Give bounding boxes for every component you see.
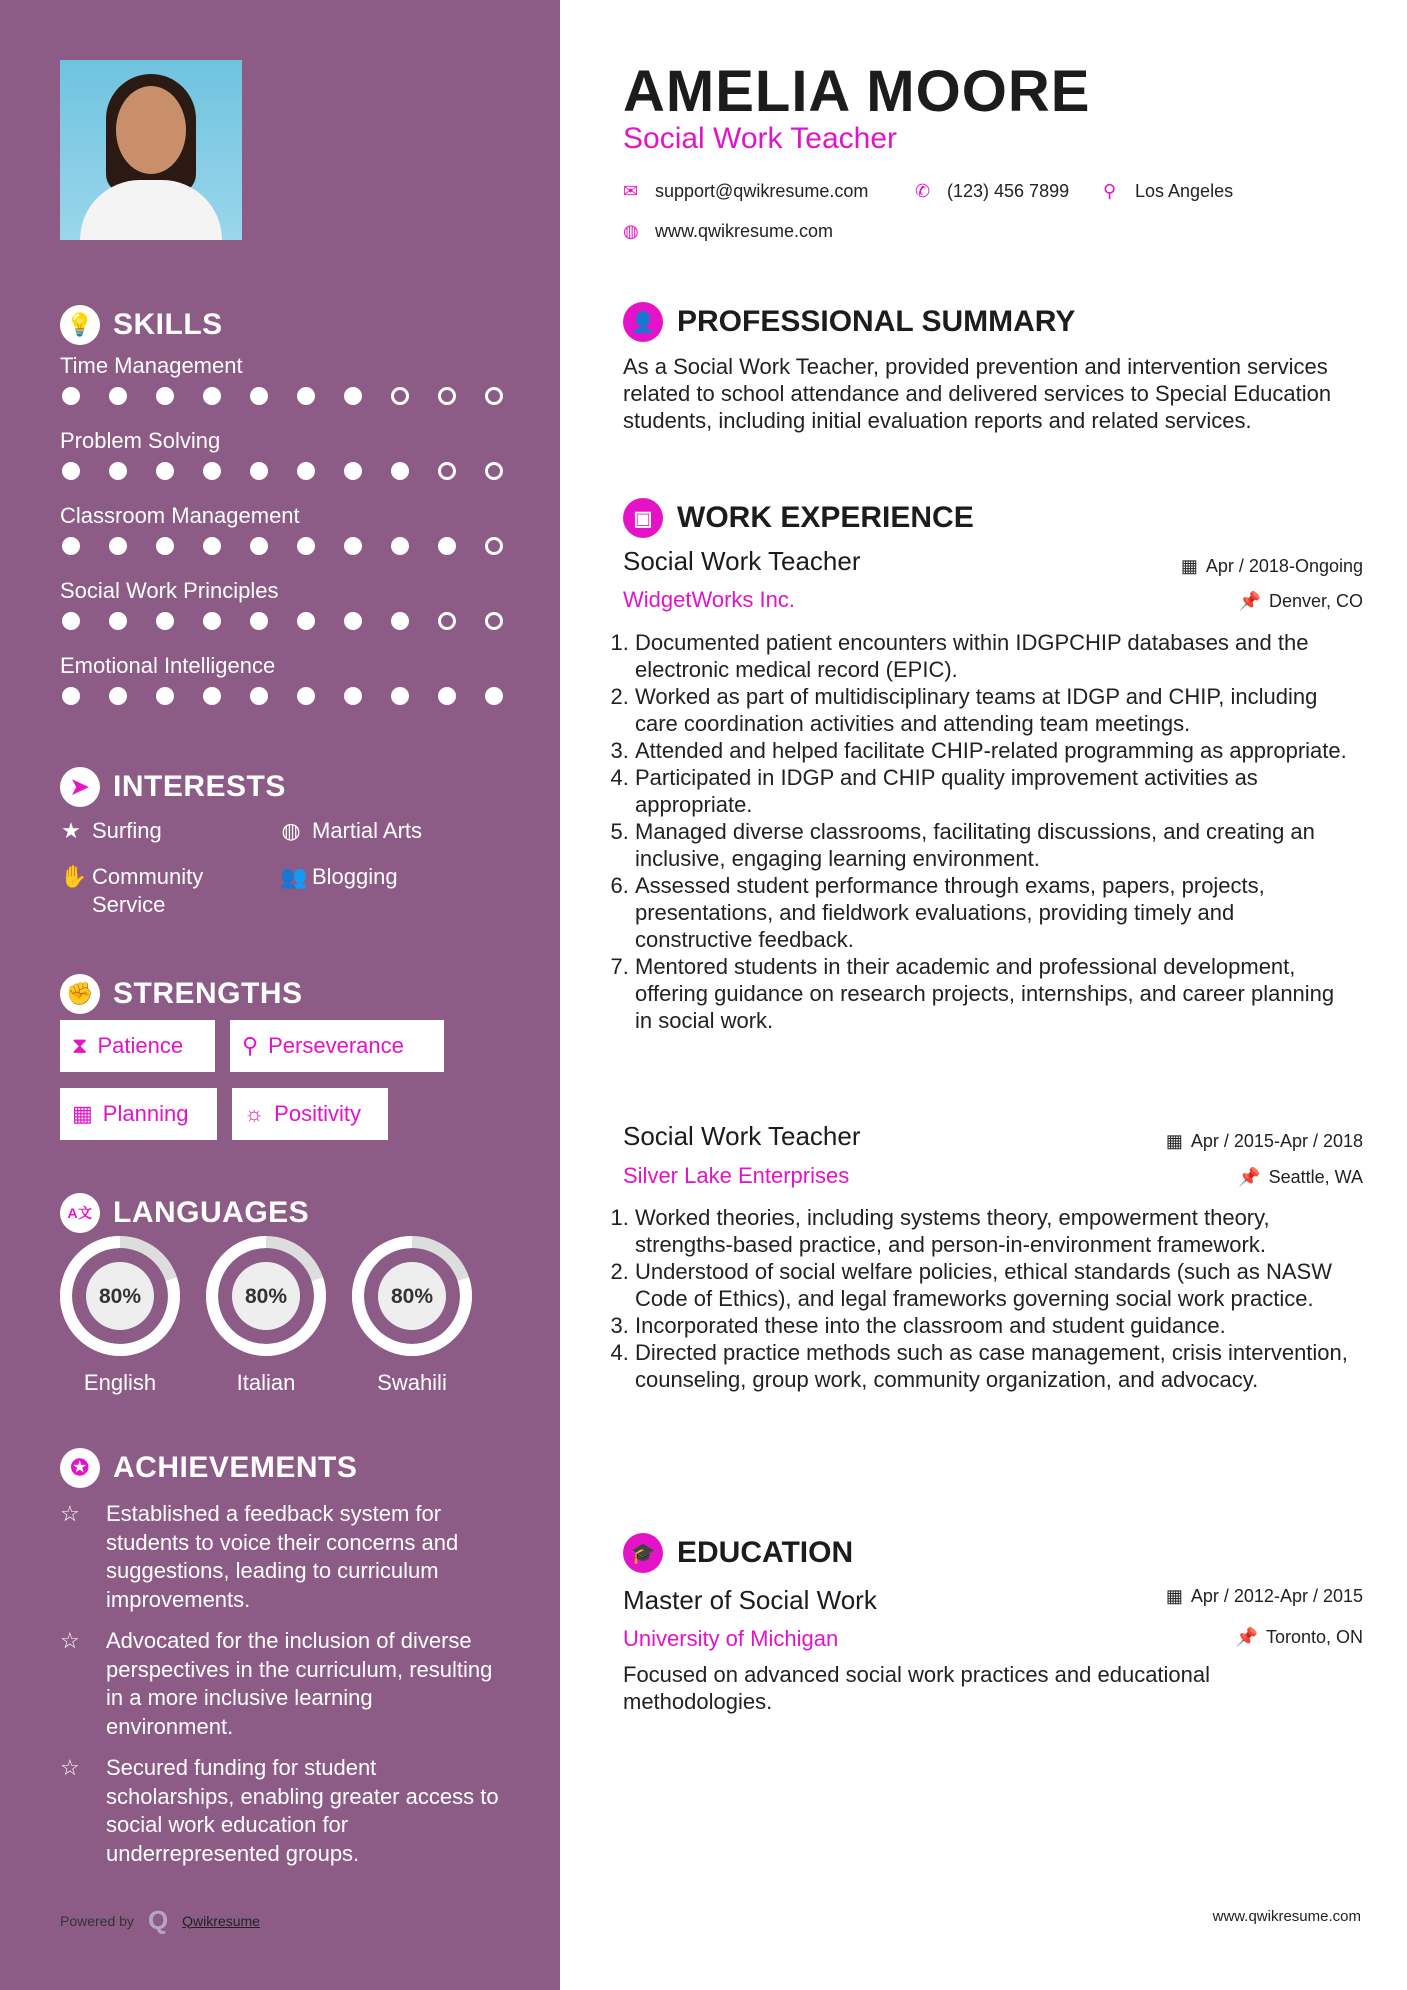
interest-item: ★ Surfing [61, 818, 162, 843]
job-bullet: 3. Incorporated these into the classroom and student guidance. [635, 1312, 1357, 1339]
rating-dot-filled [109, 387, 127, 405]
skills-heading: 💡 SKILLS [60, 305, 223, 345]
skill-item [60, 578, 520, 630]
rating-dot-filled [485, 687, 503, 705]
language-name: Italian [236, 1370, 296, 1395]
rating-dot-filled [62, 387, 80, 405]
job-bullets [617, 1204, 1357, 1393]
company-name: WidgetWorks Inc. [623, 587, 795, 612]
language-percent: 80% [244, 1285, 288, 1308]
rating-dot-filled [156, 537, 174, 555]
rating-dot-filled [109, 687, 127, 705]
language-item [204, 1234, 328, 1396]
rating-dot-filled [62, 612, 80, 630]
language-ring [350, 1234, 474, 1358]
skill-name: Problem Solving [60, 428, 221, 453]
rating-dot-empty [438, 612, 456, 630]
job-bullet: 4. Participated in IDGP and CHIP quality improvement activities as appropriate. [635, 764, 1357, 818]
rating-dot-filled [297, 687, 315, 705]
strength-chip: ⧗ Patience [60, 1020, 215, 1072]
skill-rating [62, 462, 520, 480]
rating-dot-filled [109, 612, 127, 630]
interest-item: ◍ Martial Arts [281, 818, 423, 843]
job-bullet: 4. Directed practice methods such as case management, crisis intervention, counseling, group work, community organization, and advocacy. [635, 1339, 1357, 1393]
rating-dot-filled [438, 537, 456, 555]
shooting-star-icon: ☆ [60, 1628, 80, 1653]
interest-item: 👥 Blogging [280, 864, 398, 889]
achievement-item: ☆ Advocated for the inclusion of diverse perspectives in the curriculum, resulting in a more inclusive learning environment. [60, 1627, 500, 1741]
rating-dot-filled [297, 387, 315, 405]
calendar-icon: ▦ [72, 1101, 93, 1126]
job-bullet: 1. Worked theories, including systems theory, empowerment theory, strengths-based practice, and person-in-environment framework. [635, 1204, 1357, 1258]
contact-website: ◍ www.qwikresume.com [623, 221, 834, 241]
contact-location: ⚲ Los Angeles [1103, 181, 1234, 201]
language-name: English [83, 1370, 157, 1395]
job-bullet: 1. Documented patient encounters within IDGPCHIP databases and the electronic medical record (EPIC). [635, 629, 1357, 683]
sun-icon: ☼ [244, 1101, 265, 1126]
summary-text: As a Social Work Teacher, provided prevention and intervention services related to school attendance and delivered services to Special Education students, including initial evaluation reports and related services. [623, 354, 1332, 433]
rating-dot-empty [391, 387, 409, 405]
graduate-icon: 🎓 [623, 1533, 663, 1573]
fist-icon: ✊ [60, 974, 100, 1014]
footer-website[interactable]: www.qwikresume.com [1212, 1908, 1361, 1925]
rating-dot-filled [156, 687, 174, 705]
achievement-item: ☆ Established a feedback system for students to voice their concerns and suggestions, leading to curriculum improvements. [60, 1500, 500, 1614]
skill-name: Social Work Principles [60, 578, 279, 603]
lightbulb-icon: 💡 [60, 305, 100, 345]
rating-dot-filled [344, 462, 362, 480]
interest-item: ✋ Community Service [60, 864, 204, 917]
achievement-item: ☆ Secured funding for student scholarships, enabling greater access to social work education for underrepresented groups. [60, 1754, 500, 1868]
school-name: University of Michigan [623, 1626, 839, 1651]
rating-dot-filled [344, 387, 362, 405]
rating-dot-filled [391, 687, 409, 705]
binoculars-icon: ⚲ [242, 1033, 259, 1058]
shooting-star-icon: ☆ [60, 1501, 80, 1526]
pushpin-icon: 📌 [1238, 591, 1261, 611]
rating-dot-filled [438, 687, 456, 705]
strengths-heading: ✊ STRENGTHS [60, 974, 303, 1014]
hand-icon: ✋ [60, 864, 88, 889]
education-text: Focused on advanced social work practices and educational methodologies. [623, 1662, 1211, 1714]
rating-dot-filled [250, 462, 268, 480]
rating-dot-filled [109, 537, 127, 555]
rating-dot-filled [203, 537, 221, 555]
summary-heading: 👤 PROFESSIONAL SUMMARY [623, 302, 1075, 342]
rating-dot-empty [485, 462, 503, 480]
users-icon: 👥 [280, 864, 308, 889]
job-dates: ▦ Apr / 2018-Ongoing [1180, 556, 1363, 576]
profile-photo [60, 60, 242, 240]
job-bullet: 5. Managed diverse classrooms, facilitating discussions, and creating an inclusive, engaging learning environment. [635, 818, 1357, 872]
star-icon: ★ [61, 818, 81, 843]
education-location: 📌 Toronto, ON [1235, 1627, 1363, 1647]
rating-dot-filled [391, 462, 409, 480]
hourglass-icon: ⧗ [72, 1033, 88, 1058]
envelope-icon: ✉ [623, 181, 639, 201]
qwikresume-link[interactable]: Qwikresume [182, 1912, 260, 1929]
rating-dot-empty [485, 387, 503, 405]
rating-dot-empty [438, 387, 456, 405]
powered-by: Powered by Q Qwikresume [60, 1905, 260, 1935]
education-dates: ▦ Apr / 2012-Apr / 2015 [1165, 1586, 1363, 1606]
strength-chip: ☼ Positivity [232, 1088, 388, 1140]
rating-dot-filled [250, 537, 268, 555]
interests-heading: ➤ INTERESTS [60, 767, 286, 807]
rating-dot-filled [203, 612, 221, 630]
user-icon: 👤 [623, 302, 663, 342]
degree: Master of Social Work [623, 1585, 877, 1615]
job-location: 📌 Denver, CO [1238, 591, 1363, 611]
strength-chip: ⚲ Perseverance [230, 1020, 444, 1072]
globe-icon: ◍ [281, 818, 301, 843]
rating-dot-filled [203, 387, 221, 405]
rating-dot-filled [250, 612, 268, 630]
calendar-icon: ▦ [1165, 1586, 1183, 1606]
rating-dot-filled [250, 387, 268, 405]
rating-dot-filled [156, 612, 174, 630]
rating-dot-filled [391, 537, 409, 555]
skill-rating [62, 537, 520, 555]
map-pin-icon: ⚲ [1103, 181, 1117, 201]
job-bullet: 6. Assessed student performance through exams, papers, projects, presentations, and fieldwork evaluations, providing timely and constructive feedback. [635, 872, 1357, 953]
strength-chip: ▦ Planning [60, 1088, 217, 1140]
job-title: Social Work Teacher [623, 1121, 861, 1151]
achievements-heading: ✪ ACHIEVEMENTS [60, 1448, 357, 1488]
skill-rating [62, 612, 520, 630]
skill-name: Classroom Management [60, 503, 300, 528]
company-name: Silver Lake Enterprises [623, 1163, 850, 1188]
experience-heading: ▣ WORK EXPERIENCE [623, 498, 974, 538]
rating-dot-filled [391, 612, 409, 630]
language-item [350, 1234, 474, 1396]
job-bullets [617, 629, 1357, 1034]
candidate-name: AMELIA MOORE [623, 59, 1091, 124]
pushpin-icon: 📌 [1235, 1627, 1258, 1647]
rating-dot-filled [62, 537, 80, 555]
rating-dot-empty [438, 462, 456, 480]
language-ring [58, 1234, 182, 1358]
contact-phone: ✆ (123) 456 7899 [915, 181, 1070, 201]
qwikresume-logo-icon: Q [147, 1905, 169, 1935]
contact-email: ✉ support@qwikresume.com [623, 181, 869, 201]
job-bullet: 3. Attended and helped facilitate CHIP-related programming as appropriate. [635, 737, 1357, 764]
language-percent: 80% [98, 1285, 142, 1308]
sidebar [0, 0, 560, 1990]
skill-item [60, 353, 520, 405]
job-title: Social Work Teacher [623, 122, 898, 155]
rating-dot-filled [250, 687, 268, 705]
translate-icon: A文 [60, 1193, 100, 1233]
job-bullet: 7. Mentored students in their academic and professional development, offering guidance on research projects, internships, and career planning in social work. [635, 953, 1357, 1034]
rating-dot-filled [344, 537, 362, 555]
job-dates: ▦ Apr / 2015-Apr / 2018 [1165, 1131, 1363, 1151]
rating-dot-filled [297, 537, 315, 555]
calendar-icon: ▦ [1180, 556, 1198, 576]
skill-rating [62, 387, 520, 405]
job-location: 📌 Seattle, WA [1238, 1167, 1363, 1187]
skill-item [60, 653, 520, 705]
job-title: Social Work Teacher [623, 546, 861, 576]
education-heading: 🎓 EDUCATION [623, 1533, 853, 1573]
globe-icon: ◍ [623, 221, 639, 241]
shooting-star-icon: ☆ [60, 1755, 80, 1780]
rating-dot-empty [485, 537, 503, 555]
rating-dot-filled [109, 462, 127, 480]
language-name: Swahili [377, 1370, 447, 1395]
skill-name: Emotional Intelligence [60, 653, 276, 678]
paper-plane-icon: ➤ [60, 767, 100, 807]
rating-dot-filled [156, 462, 174, 480]
rating-dot-filled [297, 612, 315, 630]
skill-item [60, 428, 520, 480]
languages-heading: A文 LANGUAGES [60, 1193, 309, 1233]
language-ring [204, 1234, 328, 1358]
phone-icon: ✆ [915, 181, 931, 201]
language-item [58, 1234, 182, 1396]
rating-dot-filled [297, 462, 315, 480]
rating-dot-filled [62, 462, 80, 480]
job-bullet: 2. Worked as part of multidisciplinary teams at IDGP and CHIP, including care coordination activities and attending team meetings. [635, 683, 1357, 737]
skill-rating [62, 687, 520, 705]
rating-dot-empty [485, 612, 503, 630]
rating-dot-filled [203, 687, 221, 705]
rating-dot-filled [62, 687, 80, 705]
skill-name: Time Management [60, 353, 243, 378]
rating-dot-filled [344, 612, 362, 630]
pushpin-icon: 📌 [1238, 1167, 1261, 1187]
rating-dot-filled [203, 462, 221, 480]
job-bullet: 2. Understood of social welfare policies, ethical standards (such as NASW Code of Ethics), and legal frameworks governing social work practice. [635, 1258, 1357, 1312]
rating-dot-filled [344, 687, 362, 705]
rating-dot-filled [156, 387, 174, 405]
skill-item [60, 503, 520, 555]
calendar-icon: ▦ [1165, 1131, 1183, 1151]
star-badge-icon: ✪ [60, 1448, 100, 1488]
briefcase-icon: ▣ [623, 498, 663, 538]
language-percent: 80% [390, 1285, 434, 1308]
